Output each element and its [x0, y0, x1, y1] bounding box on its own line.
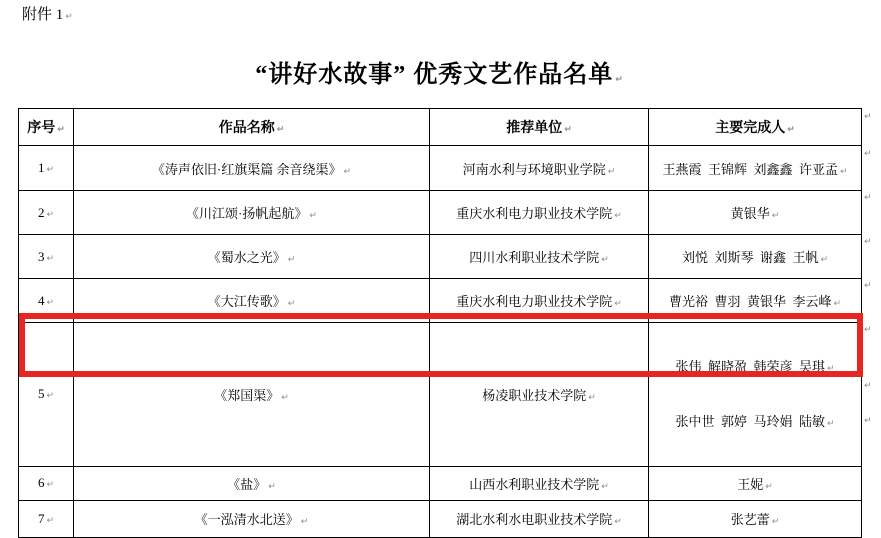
paragraph-mark: ↵	[268, 481, 276, 492]
seq-cell: 2 ↵	[19, 191, 74, 235]
paragraph-mark: ↵	[864, 416, 872, 426]
org-cell: 杨凌职业技术学院 ↵	[430, 323, 649, 467]
awards-table	[18, 108, 862, 538]
seq-cell: 1 ↵	[19, 146, 74, 191]
work-title-cell: 《大江传歌》 ↵	[74, 279, 430, 323]
authors-cell: 黄银华 ↵	[649, 191, 862, 235]
paragraph-mark: ↵	[46, 253, 55, 264]
seq-cell: 6 ↵	[19, 466, 74, 500]
paragraph-mark: ↵	[46, 209, 55, 220]
table-row	[19, 146, 862, 191]
line-break-mark: ↵	[826, 364, 835, 374]
work-title-cell: 《川江颂·扬帆起航》 ↵	[74, 191, 430, 235]
work-title-cell: 《涛声依旧·红旗渠篇 余音绕渠》 ↵	[74, 146, 430, 191]
paragraph-mark: ↵	[615, 75, 624, 85]
page-title: “讲好水故事” 优秀文艺作品名单 ↵	[255, 62, 624, 88]
org-cell: 山西水利职业技术学院 ↵	[430, 466, 649, 500]
paragraph-mark: ↵	[771, 517, 780, 528]
table-row	[19, 191, 862, 235]
paragraph-mark: ↵	[601, 255, 609, 265]
paragraph-mark: ↵	[820, 255, 829, 265]
org-cell: 湖北水利水电职业技术学院 ↵	[430, 500, 649, 537]
paragraph-mark: ↵	[787, 125, 795, 135]
header-authors: 主要完成人 ↵	[649, 109, 862, 146]
paragraph-mark: ↵	[864, 112, 872, 122]
org-cell: 四川水利职业技术学院 ↵	[430, 235, 649, 279]
table-row-highlighted	[19, 323, 862, 467]
seq-cell: 5 ↵	[19, 323, 74, 467]
paragraph-mark: ↵	[765, 481, 773, 492]
table-row	[19, 466, 862, 500]
seq-cell: 3 ↵	[19, 235, 74, 279]
paragraph-mark: ↵	[864, 381, 872, 391]
attachment-label: 附件 1 ↵	[22, 7, 73, 23]
header-work: 作品名称 ↵	[74, 109, 430, 146]
table-row	[19, 500, 862, 537]
paragraph-mark: ↵	[833, 299, 842, 309]
authors-cell	[649, 323, 862, 467]
paragraph-mark: ↵	[607, 166, 616, 177]
paragraph-mark: ↵	[614, 299, 622, 309]
seq-cell: 7 ↵	[19, 500, 74, 537]
paragraph-mark: ↵	[864, 325, 872, 335]
work-title-cell: 《蜀水之光》 ↵	[74, 235, 430, 279]
paragraph-mark: ↵	[65, 12, 73, 22]
paragraph-mark: ↵	[287, 299, 296, 309]
seq-cell: 4 ↵	[19, 279, 74, 323]
paragraph-mark: ↵	[564, 125, 572, 135]
paragraph-mark: ↵	[281, 392, 289, 403]
paragraph-mark: ↵	[46, 165, 55, 175]
paragraph-mark: ↵	[864, 193, 872, 203]
paragraph-mark: ↵	[287, 255, 296, 265]
paragraph-mark: ↵	[826, 419, 835, 430]
paragraph-mark: ↵	[839, 166, 848, 177]
org-cell: 重庆水利电力职业技术学院 ↵	[430, 191, 649, 235]
paragraph-mark: ↵	[864, 149, 872, 159]
work-title-cell: 《盐》 ↵	[74, 466, 430, 500]
table-row	[19, 235, 862, 279]
paragraph-mark: ↵	[46, 515, 55, 526]
paragraph-mark: ↵	[601, 481, 609, 492]
paragraph-mark: ↵	[276, 125, 285, 135]
paragraph-mark: ↵	[614, 211, 622, 221]
header-seq: 序号 ↵	[19, 109, 74, 146]
authors-cell: 王妮 ↵	[649, 466, 862, 500]
paragraph-mark: ↵	[864, 281, 872, 291]
paragraph-mark: ↵	[57, 125, 65, 135]
org-cell: 河南水利与环境职业学院 ↵	[430, 146, 649, 191]
work-title-cell: 《一泓清水北送》 ↵	[74, 500, 430, 537]
paragraph-mark: ↵	[864, 237, 872, 247]
authors-line-2: 张中世 郭婷 马玲娟 陆敏 ↵	[675, 414, 835, 430]
paragraph-mark: ↵	[614, 517, 622, 528]
paragraph-mark: ↵	[588, 392, 596, 403]
paragraph-mark: ↵	[46, 480, 55, 491]
org-cell: 重庆水利电力职业技术学院 ↵	[430, 279, 649, 323]
table-header-row	[19, 109, 862, 146]
table-row	[19, 279, 862, 323]
paragraph-mark: ↵	[771, 211, 780, 221]
paragraph-mark: ↵	[46, 391, 55, 402]
paragraph-mark: ↵	[309, 211, 317, 221]
work-title-cell: 《郑国渠》 ↵	[74, 323, 430, 467]
authors-cell: 王燕霞 王锦辉 刘鑫鑫 许亚孟 ↵	[649, 146, 862, 191]
paragraph-mark: ↵	[46, 297, 55, 308]
paragraph-mark: ↵	[300, 517, 309, 528]
authors-cell: 曹光裕 曹羽 黄银华 李云峰 ↵	[649, 279, 862, 323]
paragraph-mark: ↵	[343, 166, 352, 177]
header-org: 推荐单位 ↵	[430, 109, 649, 146]
authors-cell: 张艺蕾 ↵	[649, 500, 862, 537]
authors-cell: 刘悦 刘斯琴 谢鑫 王帆 ↵	[649, 235, 862, 279]
authors-line-1: 张伟 解晓盈 韩荣彦 吴琪 ↵	[675, 359, 835, 374]
